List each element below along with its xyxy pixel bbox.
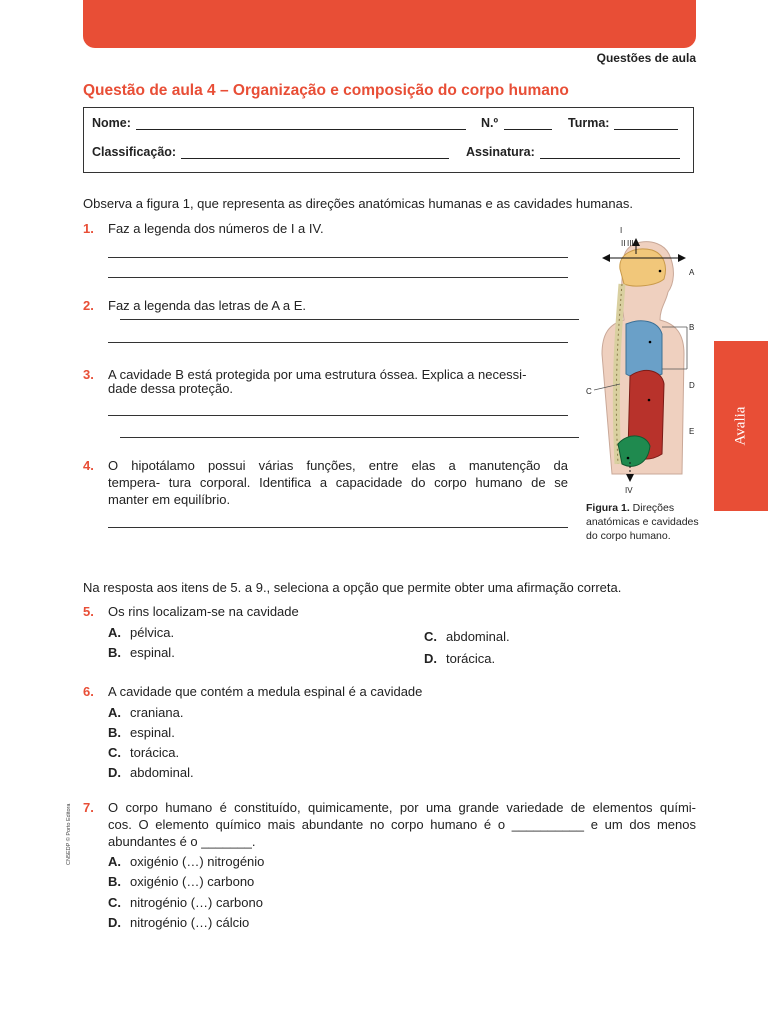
answer-line[interactable] [108,415,568,416]
question-number: 3. [83,367,94,382]
caption-text: Direções anatómicas e cavidades do corpo humano. [586,502,699,542]
option-b[interactable]: B. espinal. [108,645,175,660]
side-tab [714,341,768,511]
answer-line[interactable] [120,319,579,320]
figure-label-C: C [586,387,592,396]
number-label: N.º [481,116,499,130]
question-text: A cavidade que contém a medula espinal é a cavidade [108,684,423,699]
figure-label-E: E [689,427,695,436]
option-c[interactable]: C. abdominal. [424,629,510,644]
figure-label-B: B [689,323,695,332]
copyright-text: CN5EDP © Porto Editora [66,803,72,865]
number-field[interactable] [504,129,552,130]
figure-label-III: III [627,239,634,248]
option-d[interactable]: D. torácica. [424,651,496,666]
class-label: Turma: [568,116,610,130]
question-text-line: O corpo humano é constituído, quimicamente, por uma grande variedade de elementos quími- [108,800,696,815]
mc-instruction: Na resposta aos itens de 5. a 9., seleciona a opção que permite obter uma afirmação correta. [83,580,622,595]
figure-label-IV: IV [625,486,633,495]
question-text-line: manter em equilíbrio. [108,492,231,507]
question-text: Os rins localizam-se na cavidade [108,604,299,619]
grade-label: Classificação: [92,145,177,159]
identification-box [83,107,694,173]
question-number: 6. [83,684,94,699]
option-c[interactable]: C. nitrogénio (…) carbono [108,895,263,910]
name-field[interactable] [136,129,466,130]
question-number: 2. [83,298,94,313]
page-title: Questão de aula 4 – Organização e composição do corpo humano [83,82,569,99]
section-label: Questões de aula [596,51,696,65]
option-a[interactable]: A. craniana. [108,705,184,720]
answer-line[interactable] [108,257,568,258]
question-number: 7. [83,800,94,815]
header-bar [83,0,696,48]
name-label: Nome: [92,116,131,130]
figure-label-D: D [689,381,695,390]
answer-line[interactable] [120,437,579,438]
grade-field[interactable] [181,158,449,159]
answer-line[interactable] [108,342,568,343]
signature-field[interactable] [540,158,680,159]
intro-text: Observa a figura 1, que representa as direções anatómicas humanas e as cavidades humanas. [83,196,633,211]
side-tab-label: Avalia [732,406,749,446]
option-b[interactable]: B. espinal. [108,725,175,740]
question-text-line: dade dessa proteção. [108,381,234,396]
option-c[interactable]: C. torácica. [108,745,180,760]
class-field[interactable] [614,129,678,130]
question-text-line: O hipotálamo possui várias funções, entre elas a manutenção da [108,458,568,473]
question-text: Faz a legenda das letras de A a E. [108,298,307,313]
answer-line[interactable] [108,527,568,528]
anatomy-figure [584,224,714,499]
option-d[interactable]: D. nitrogénio (…) cálcio [108,915,250,930]
figure-label-I: I [620,226,623,235]
question-number: 1. [83,221,94,236]
option-d[interactable]: D. abdominal. [108,765,194,780]
question-number: 4. [83,458,94,473]
question-number: 5. [83,604,94,619]
question-text-line: tempera- tura corporal. Identifica a capacidade do corpo humano de se [108,475,568,490]
caption-bold: Figura 1. [586,502,630,514]
signature-label: Assinatura: [466,145,535,159]
option-a[interactable]: A. pélvica. [108,625,175,640]
figure-label-A: A [689,268,695,277]
option-a[interactable]: A. oxigénio (…) nitrogénio [108,854,265,869]
answer-line[interactable] [108,277,568,278]
question-text-line: A cavidade B está protegida por uma estrutura óssea. Explica a necessi- [108,367,527,382]
figure-caption [586,501,706,543]
question-text-line: abundantes é o _______. [108,834,256,849]
question-text-line: cos. O elemento químico mais abundante no corpo humano é o __________ e um dos menos [108,817,696,832]
figure-label-II: II [621,239,626,248]
option-b[interactable]: B. oxigénio (…) carbono [108,874,255,889]
question-text: Faz a legenda dos números de I a IV. [108,221,324,236]
